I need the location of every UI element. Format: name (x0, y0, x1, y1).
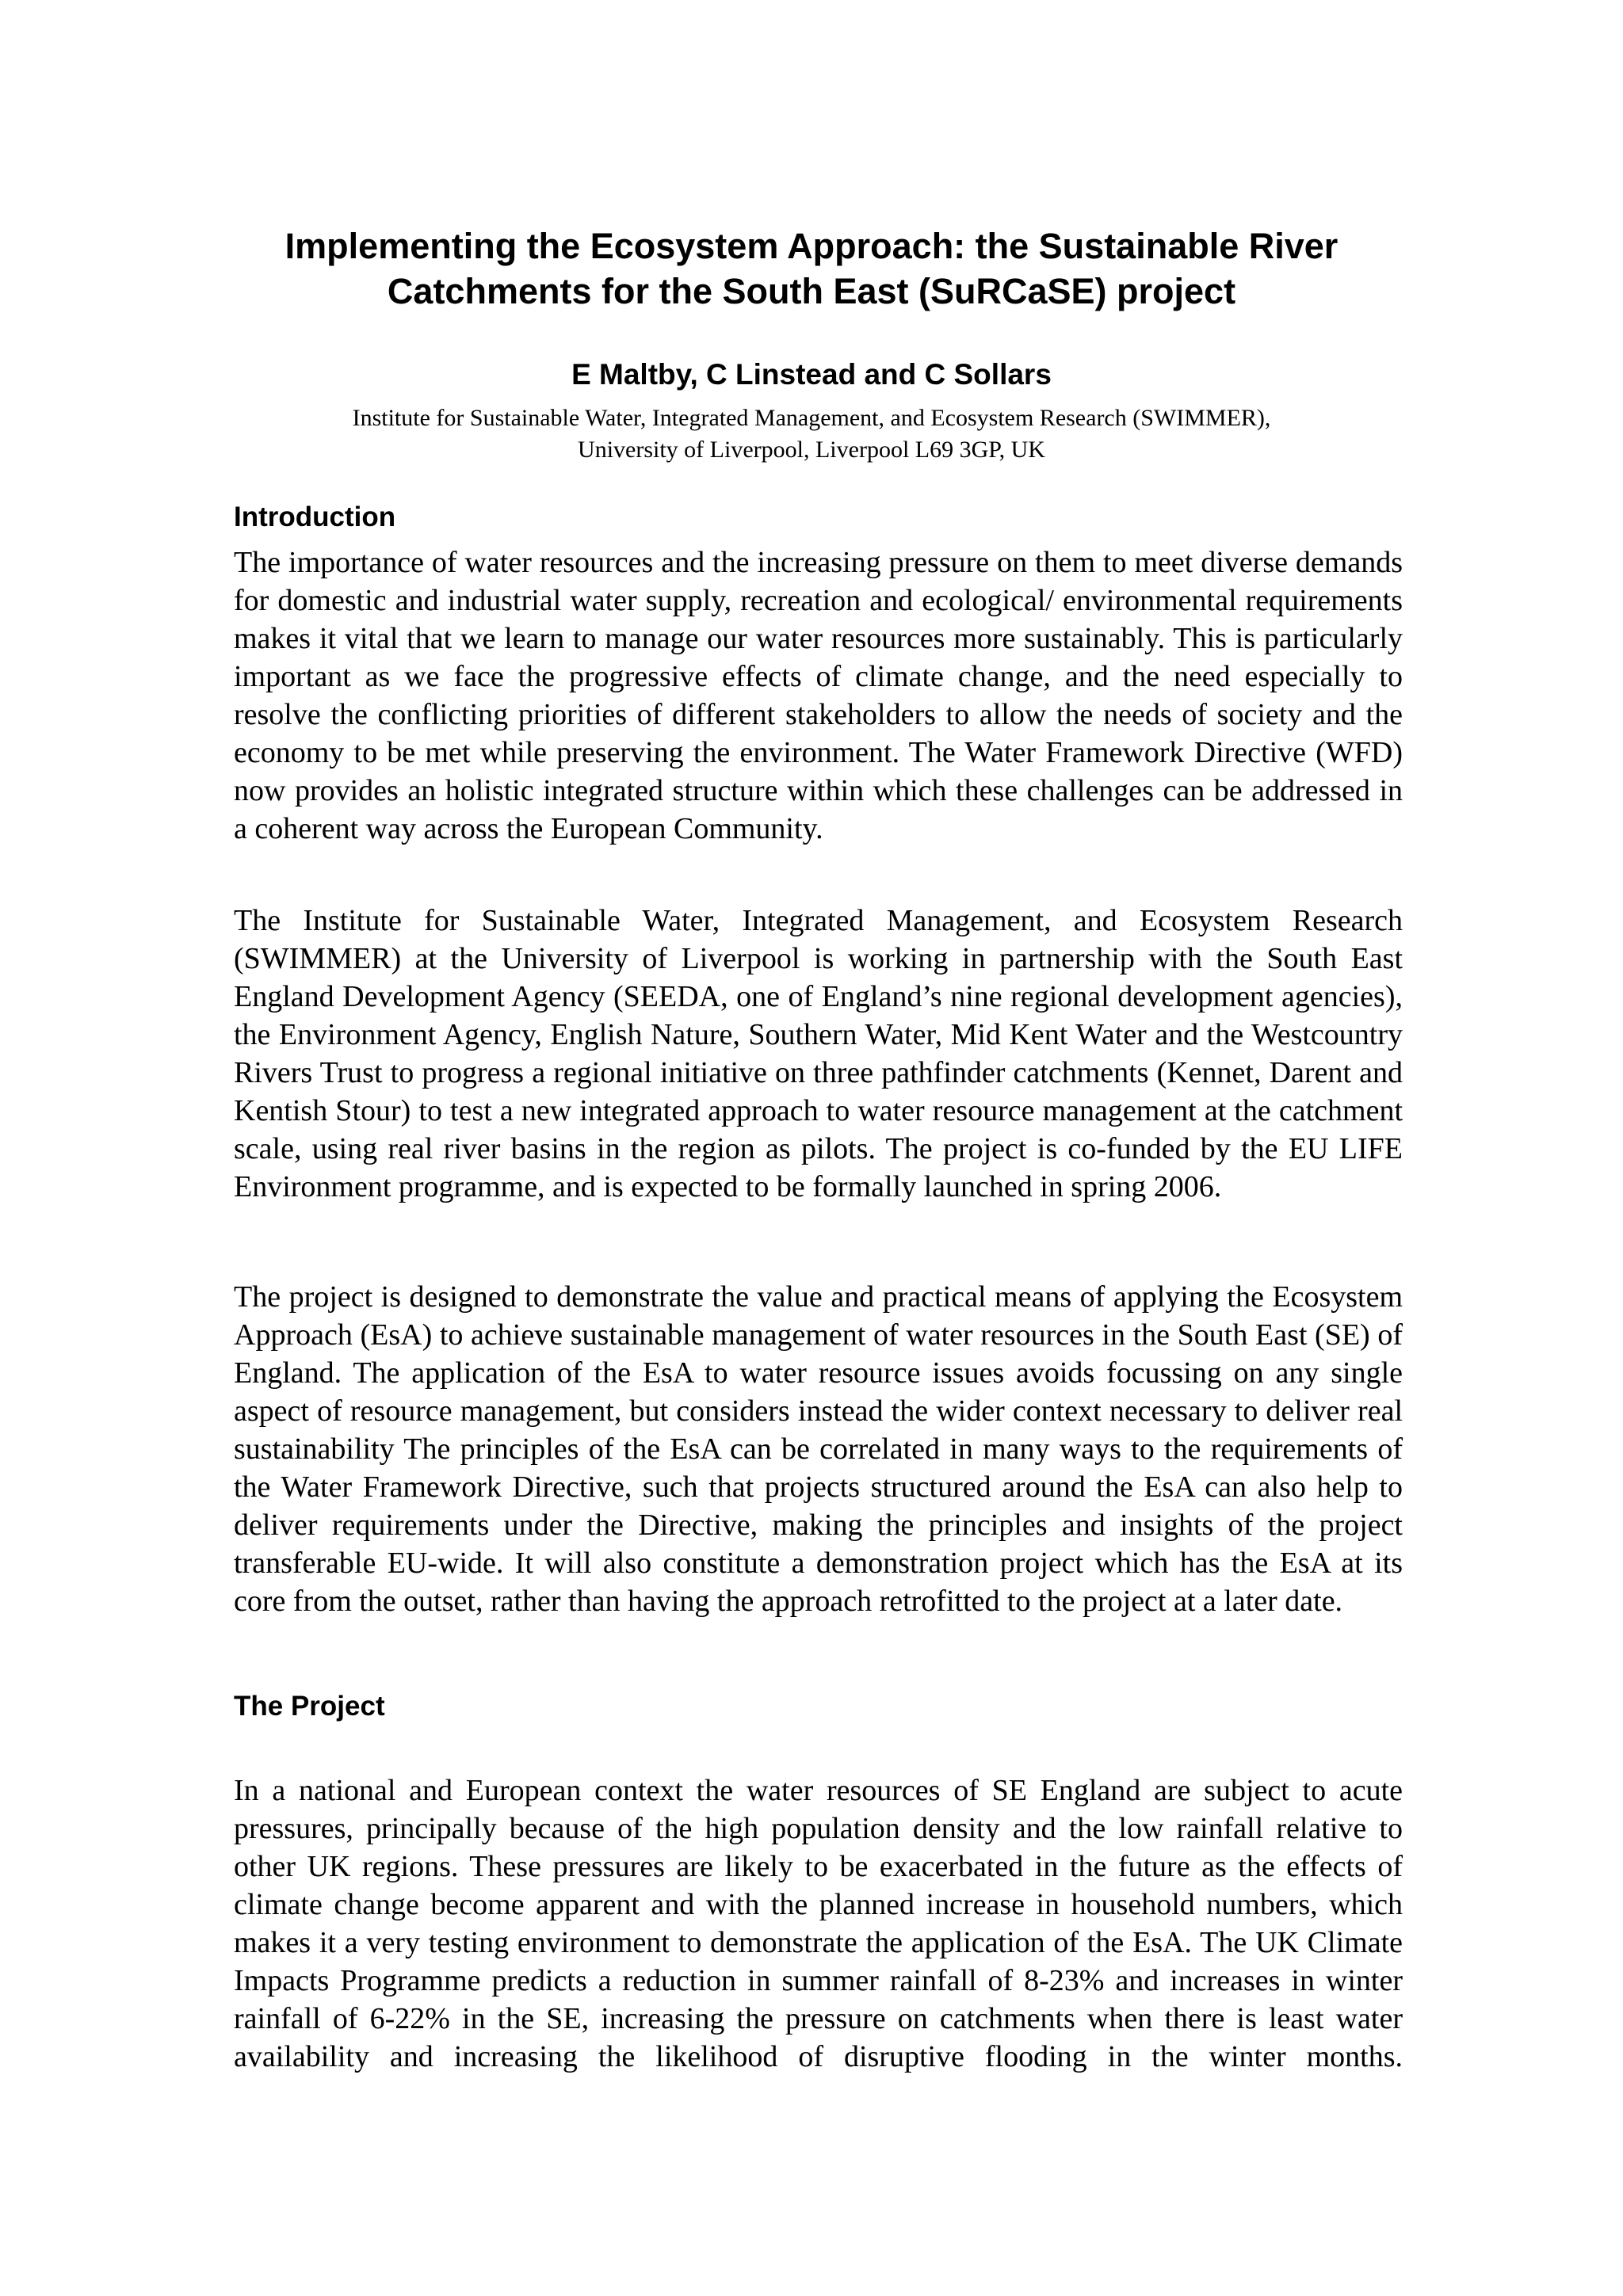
affiliation-line-2: University of Liverpool, Liverpool L69 3GP, UK (578, 437, 1045, 463)
author-affiliation (190, 402, 1433, 466)
section-heading-introduction: Introduction (234, 502, 396, 532)
paper-title-line-2: Catchments for the South East (SuRCaSE) project (387, 271, 1236, 311)
project-paragraph-1: In a national and European context the water resources of SE England are subject to acute pressures, principally because of the high population density and the low rainfall relative to other UK regions. These pressures are likely to be exacerbated in the future as the effects of climate change become apparent and with the planned increase in household numbers, which makes it a very testing environment to demonstrate the application of the EsA. The UK Climate Impacts Programme predicts a reduction in summer rainfall of 8-23% and increases in winter rainfall of 6-22% in the SE, increasing the pressure on catchments when there is least water availability and increasing the likelihood of disruptive flooding in the winter months. (234, 1774, 1403, 2073)
introduction-paragraph-1: The importance of water resources and the increasing pressure on them to meet diverse demands for domestic and industrial water supply, recreation and ecological/ environmental requirements makes it vital that we learn to manage our water resources more sustainably. This is particularly important as we face the progressive effects of climate change, and the need especially to resolve the conflicting priorities of different stakeholders to allow the needs of society and the economy to be met while preserving the environment. The Water Framework Directive (WFD) now provides an holistic integrated structure within which these challenges can be addressed in a coherent way across the European Community. (234, 546, 1403, 845)
paper-title (190, 223, 1433, 314)
introduction-paragraph-3: The project is designed to demonstrate the value and practical means of applying the Ecosystem Approach (EsA) to achieve sustainable management of water resources in the South East (SE) of England. The application of the EsA to water resource issues avoids focussing on any single aspect of resource management, but considers instead the wider context necessary to deliver real sustainability The principles of the EsA can be correlated in many ways to the requirements of the Water Framework Directive, such that projects structured around the EsA can also help to deliver requirements under the Directive, making the principles and insights of the project transferable EU-wide. It will also constitute a demonstration project which has the EsA at its core from the outset, rather than having the approach retrofitted to the project at a later date. (234, 1280, 1403, 1618)
paper-title-line-1: Implementing the Ecosystem Approach: the Sustainable River (285, 226, 1338, 266)
section-heading-the-project: The Project (234, 1691, 385, 1722)
paper-authors: E Maltby, C Linstead and C Sollars (571, 358, 1052, 391)
introduction-paragraph-2: The Institute for Sustainable Water, Integrated Management, and Ecosystem Research (SWIMMER) at the University of Liverpool is working in partnership with the South East England Development Agency (SEEDA, one of England’s nine regional development agencies), the Environment Agency, English Nature, Southern Water, Mid Kent Water and the Westcountry Rivers Trust to progress a regional initiative on three pathfinder catchments (Kennet, Darent and Kentish Stour) to test a new integrated approach to water resource management at the catchment scale, using real river basins in the region as pilots. The project is co-funded by the EU LIFE Environment programme, and is expected to be formally launched in spring 2006. (234, 904, 1403, 1203)
affiliation-line-1: Institute for Sustainable Water, Integrated Management, and Ecosystem Research (SWIMMER), (352, 405, 1271, 431)
